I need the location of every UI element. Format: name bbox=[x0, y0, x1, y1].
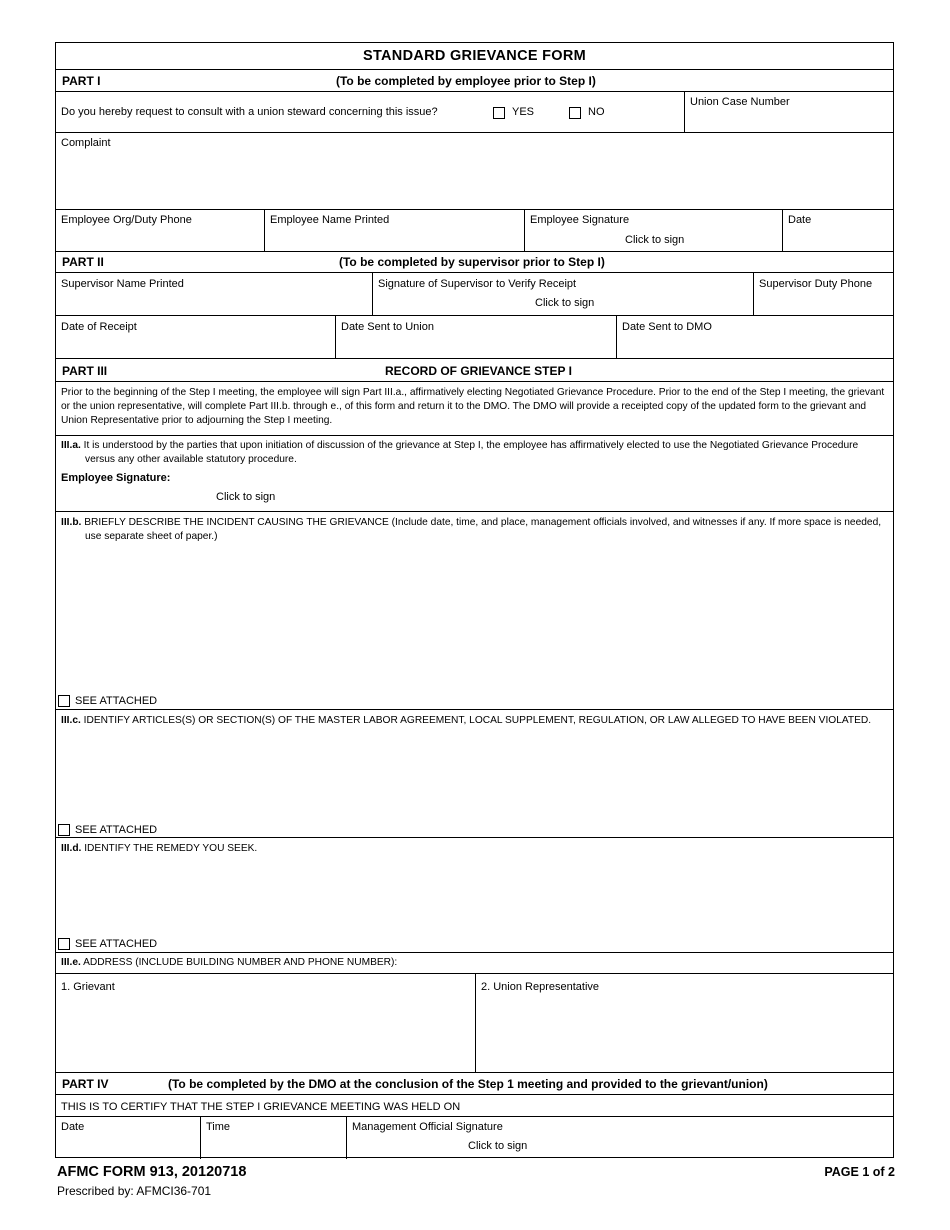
part3b-see-attached-checkbox[interactable] bbox=[58, 695, 70, 707]
form-title-row bbox=[56, 43, 893, 70]
meeting-date-field[interactable] bbox=[56, 1117, 200, 1159]
supervisor-name-label: Supervisor Name Printed bbox=[61, 278, 184, 290]
management-sign-button[interactable]: Click to sign bbox=[468, 1140, 528, 1152]
form-title: STANDARD GRIEVANCE FORM bbox=[362, 48, 587, 64]
certify-text: THIS IS TO CERTIFY THAT THE STEP I GRIEVANCE MEETING WAS HELD ON bbox=[61, 1101, 461, 1113]
part3a-text-block bbox=[61, 439, 887, 467]
part3c-text: IDENTIFY ARTICLES(S) OR SECTION(S) OF THE MASTER LABOR AGREEMENT, LOCAL SUPPLEMENT, REGULATION, OR LAW ALLEGED TO HAVE BEEN VIOLATED. bbox=[83, 715, 872, 726]
employee-name-label: Employee Name Printed bbox=[270, 214, 390, 226]
supervisor-signature-label: Signature of Supervisor to Verify Receipt bbox=[378, 278, 577, 290]
employee-date-field[interactable] bbox=[782, 210, 895, 251]
part3d-text-block bbox=[61, 842, 887, 856]
part3a-signature-label: Employee Signature: bbox=[61, 472, 171, 484]
union-question-row bbox=[56, 92, 893, 133]
part3-intro: Prior to the beginning of the Step I meeting, the employee will sign Part III.a., affirmatively electing Negotiated Grievance Procedure. Prior to the end of the Step I meeting, the grievant or the union representative, will complete Part III.b. through e., of this form and return it to the DMO. The DMO will provide a receipted copy of the updated form to the grievant and Union Representative prior to adjourning the Step I meeting. bbox=[61, 387, 885, 426]
yes-label: YES bbox=[512, 106, 535, 118]
part3b-text-block bbox=[61, 516, 887, 544]
employee-date-label: Date bbox=[788, 214, 812, 226]
grievant-label: 1. Grievant bbox=[61, 981, 115, 993]
date-sent-union-field[interactable] bbox=[335, 316, 616, 358]
supervisor-phone-field[interactable] bbox=[753, 273, 895, 315]
part4-label: PART IV bbox=[62, 1077, 109, 1091]
part3e-text-block bbox=[61, 956, 887, 970]
union-question: Do you hereby request to consult with a union steward concerning this issue? bbox=[61, 106, 438, 118]
employee-signature-field bbox=[524, 210, 782, 251]
part3c-see-attached-label: SEE ATTACHED bbox=[75, 824, 158, 836]
part3d-text: IDENTIFY THE REMEDY YOU SEEK. bbox=[84, 843, 258, 854]
grievant-address-field[interactable] bbox=[56, 974, 475, 1072]
date-sent-dmo-label: Date Sent to DMO bbox=[622, 321, 712, 333]
part3a-label: III.a. bbox=[61, 440, 81, 451]
union-case-label: Union Case Number bbox=[690, 96, 790, 108]
employee-signature-label: Employee Signature bbox=[530, 214, 630, 226]
meeting-details-row bbox=[56, 1117, 893, 1159]
employee-name-field[interactable] bbox=[264, 210, 524, 251]
date-sent-union-label: Date Sent to Union bbox=[341, 321, 434, 333]
employee-info-row bbox=[56, 210, 893, 252]
part3b-see-attached-label: SEE ATTACHED bbox=[75, 695, 158, 707]
no-label: NO bbox=[588, 106, 605, 118]
part4-header bbox=[56, 1073, 893, 1095]
supervisor-name-field[interactable] bbox=[56, 273, 372, 315]
address-row bbox=[56, 974, 893, 1073]
employee-org-phone-field[interactable] bbox=[56, 210, 264, 251]
supervisor-sign-button[interactable]: Click to sign bbox=[535, 297, 595, 309]
meeting-date-label: Date bbox=[61, 1121, 85, 1133]
part3b-text: BRIEFLY DESCRIBE THE INCIDENT CAUSING THE GRIEVANCE (Include date, time, and place, management officials involved, and witnesses if any. If more space is needed, use separate sheet of paper.) bbox=[84, 517, 882, 542]
complaint-label: Complaint bbox=[61, 137, 111, 149]
part3a-text: It is understood by the parties that upon initiation of discussion of the grievance at Step I, the employee has affirmatively elected to use the Negotiated Grievance Procedure versus any other available statutory procedure. bbox=[83, 440, 859, 465]
part3c-field[interactable] bbox=[56, 710, 893, 838]
part3e-label: III.e. bbox=[61, 957, 81, 968]
part3d-field[interactable] bbox=[56, 838, 893, 953]
part3c-text-block bbox=[61, 714, 887, 728]
part2-header bbox=[56, 252, 893, 273]
management-signature-field bbox=[346, 1117, 895, 1159]
part2-label: PART II bbox=[62, 255, 104, 269]
part3-intro-row bbox=[56, 382, 893, 436]
part3b-field[interactable] bbox=[56, 512, 893, 710]
date-of-receipt-label: Date of Receipt bbox=[61, 321, 137, 333]
part3d-see-attached-checkbox[interactable] bbox=[58, 938, 70, 950]
date-of-receipt-field[interactable] bbox=[56, 316, 335, 358]
part3d-see-attached-label: SEE ATTACHED bbox=[75, 938, 158, 950]
part3c-label: III.c. bbox=[61, 715, 81, 726]
no-checkbox[interactable] bbox=[569, 107, 581, 119]
part1-header bbox=[56, 70, 893, 92]
page-number: PAGE 1 of 2 bbox=[824, 1165, 895, 1179]
prescribed-by: Prescribed by: AFMCI36-701 bbox=[57, 1184, 212, 1198]
supervisor-row bbox=[56, 273, 893, 316]
complaint-field[interactable] bbox=[56, 133, 893, 210]
part1-label: PART I bbox=[62, 74, 101, 88]
part3e-text: ADDRESS (INCLUDE BUILDING NUMBER AND PHONE NUMBER): bbox=[83, 957, 398, 968]
supervisor-phone-label: Supervisor Duty Phone bbox=[759, 278, 873, 290]
management-signature-label: Management Official Signature bbox=[352, 1121, 503, 1133]
union-case-number-field[interactable] bbox=[684, 92, 895, 132]
form-id: AFMC FORM 913, 20120718 bbox=[57, 1164, 247, 1180]
part2-instruction: (To be completed by supervisor prior to Step I) bbox=[339, 255, 605, 269]
part3b-label: III.b. bbox=[61, 517, 82, 528]
part3-title: RECORD OF GRIEVANCE STEP I bbox=[385, 364, 572, 378]
grievance-form bbox=[55, 42, 894, 1158]
org-phone-label: Employee Org/Duty Phone bbox=[61, 214, 192, 226]
part3c-see-attached-checkbox[interactable] bbox=[58, 824, 70, 836]
part4-instruction: (To be completed by the DMO at the conclusion of the Step 1 meeting and provided to the grievant/union) bbox=[168, 1077, 768, 1091]
supervisor-signature-field bbox=[372, 273, 753, 315]
part3e-row bbox=[56, 953, 893, 974]
union-rep-label: 2. Union Representative bbox=[481, 981, 600, 993]
part1-instruction: (To be completed by employee prior to Step I) bbox=[336, 74, 596, 88]
part3-label: PART III bbox=[62, 364, 108, 378]
certify-row bbox=[56, 1095, 893, 1117]
part3d-label: III.d. bbox=[61, 843, 82, 854]
meeting-time-label: Time bbox=[206, 1121, 231, 1133]
meeting-time-field[interactable] bbox=[200, 1117, 346, 1159]
part3-header bbox=[56, 359, 893, 382]
employee-sign-button[interactable]: Click to sign bbox=[625, 234, 685, 246]
union-rep-address-field[interactable] bbox=[475, 974, 895, 1072]
dates-row bbox=[56, 316, 893, 359]
yes-checkbox[interactable] bbox=[493, 107, 505, 119]
part3a-sign-button[interactable]: Click to sign bbox=[216, 491, 276, 503]
date-sent-dmo-field[interactable] bbox=[616, 316, 895, 358]
part3a-row bbox=[56, 436, 893, 512]
